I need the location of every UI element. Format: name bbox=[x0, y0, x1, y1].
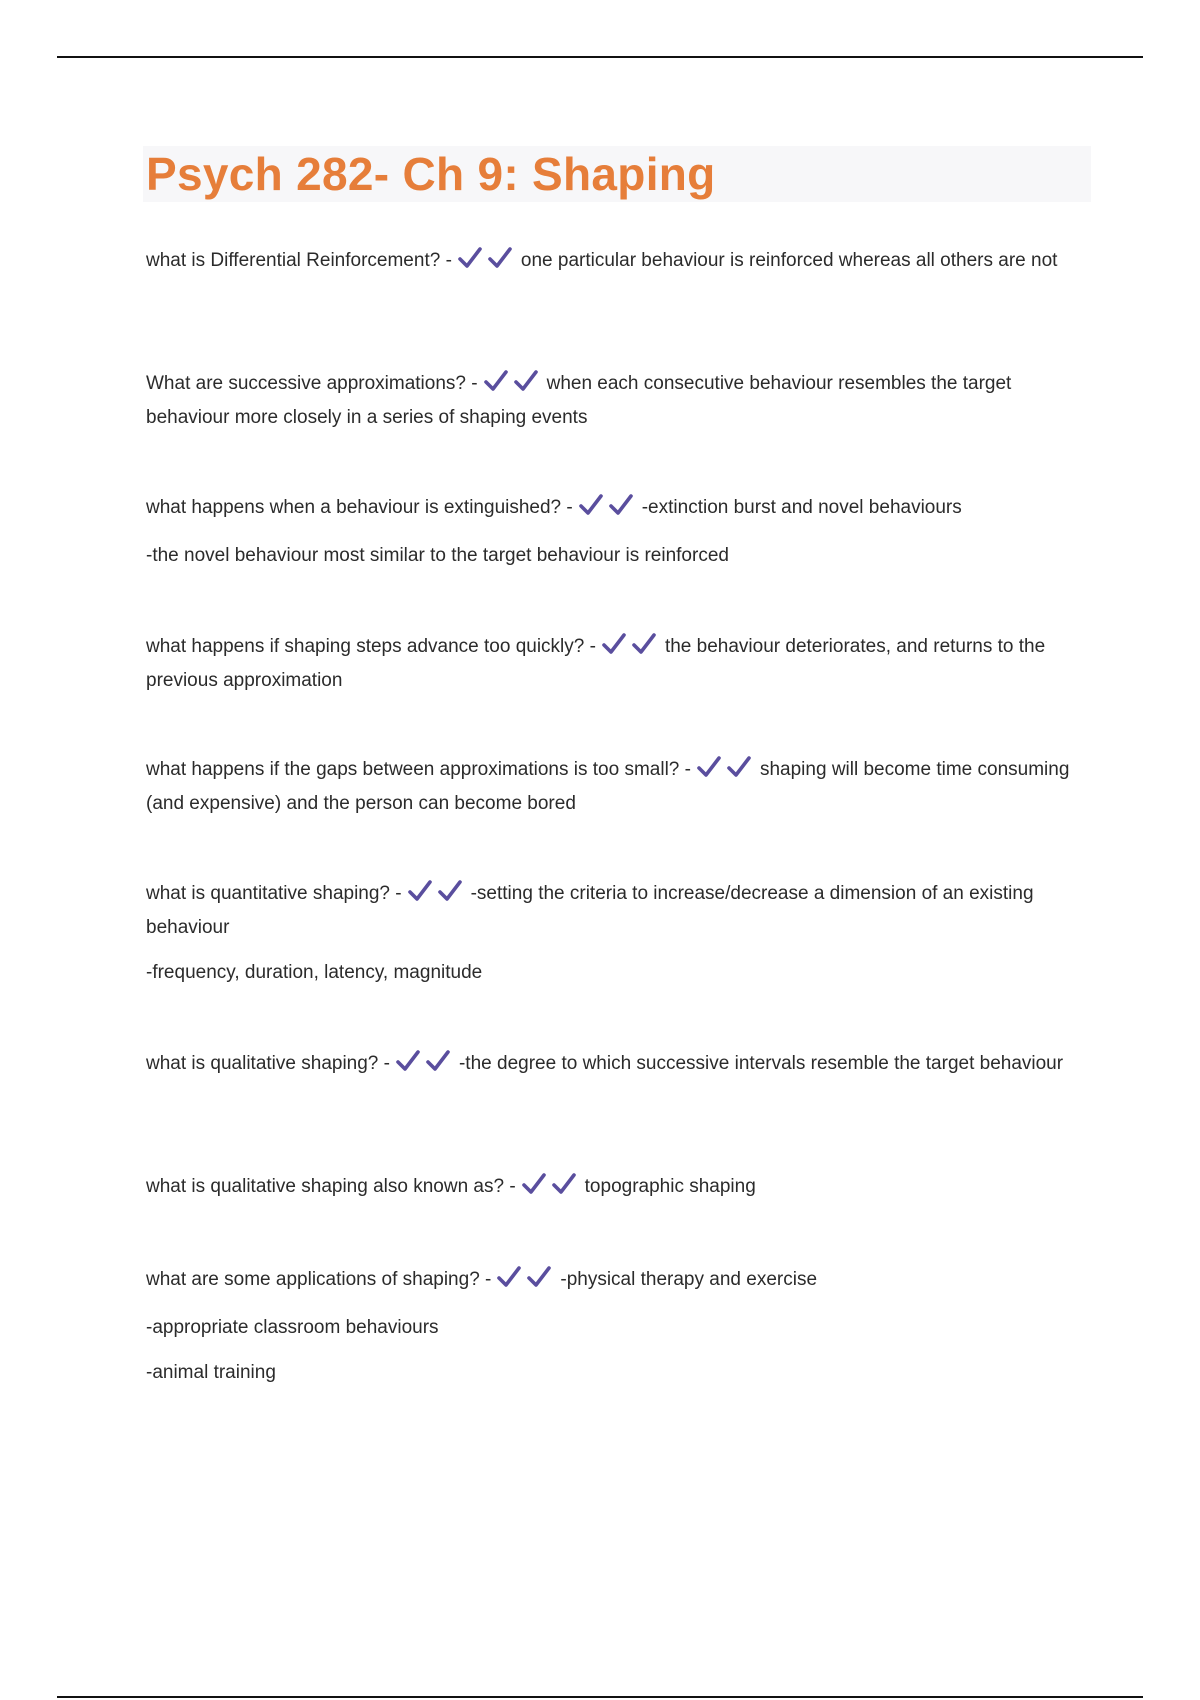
check-icon bbox=[579, 494, 603, 516]
answer-text: one particular behaviour is reinforced whereas all others are not bbox=[520, 250, 1058, 271]
double-check-icon bbox=[697, 756, 757, 788]
qa-paragraph bbox=[146, 878, 1092, 943]
check-icon bbox=[514, 370, 538, 392]
question-text: what happens if shaping steps advance too quickly? - bbox=[146, 636, 596, 657]
check-icon bbox=[727, 756, 751, 778]
answer-extra-line: -frequency, duration, latency, magnitude bbox=[146, 962, 483, 983]
check-icon bbox=[602, 633, 626, 655]
double-check-icon bbox=[522, 1173, 582, 1205]
qa-item-quantitative-shaping bbox=[146, 878, 1092, 988]
double-check-icon bbox=[396, 1050, 456, 1082]
qa-paragraph bbox=[146, 245, 1092, 279]
check-icon bbox=[522, 1173, 546, 1195]
check-icon bbox=[426, 1050, 450, 1072]
check-icon bbox=[488, 247, 512, 269]
double-check-icon bbox=[408, 880, 468, 912]
qa-item-advance-too-quickly bbox=[146, 631, 1092, 696]
question-text: what is qualitative shaping? - bbox=[146, 1053, 390, 1074]
qa-paragraph bbox=[146, 1171, 1092, 1205]
double-check-icon bbox=[458, 247, 518, 279]
question-text: what happens if the gaps between approximations is too small? - bbox=[146, 759, 691, 780]
question-text: what are some applications of shaping? - bbox=[146, 1269, 492, 1290]
check-icon bbox=[438, 880, 462, 902]
answer-text: topographic shaping bbox=[584, 1176, 756, 1197]
answer-text: -physical therapy and exercise bbox=[560, 1269, 818, 1290]
check-icon bbox=[497, 1266, 521, 1288]
check-icon bbox=[552, 1173, 576, 1195]
double-check-icon bbox=[602, 633, 662, 665]
qa-item-qualitative-shaping bbox=[146, 1048, 1092, 1082]
check-icon bbox=[632, 633, 656, 655]
qa-paragraph bbox=[146, 1048, 1092, 1082]
answer-extra-line: -appropriate classroom behaviours bbox=[146, 1317, 439, 1338]
qa-item-gaps-too-small bbox=[146, 754, 1092, 819]
answer-text: the behaviour deteriorates, and returns to the previous approximation bbox=[146, 636, 1046, 691]
check-icon bbox=[484, 370, 508, 392]
check-icon bbox=[527, 1266, 551, 1288]
answer-extra-line: -the novel behaviour most similar to the target behaviour is reinforced bbox=[146, 545, 729, 566]
question-text: what is quantitative shaping? - bbox=[146, 883, 402, 904]
question-text: What are successive approximations? - bbox=[146, 373, 478, 394]
qa-item-applications bbox=[146, 1264, 1092, 1388]
qa-paragraph bbox=[146, 1264, 1092, 1298]
check-icon bbox=[458, 247, 482, 269]
answer-text: shaping will become time consuming (and expensive) and the person can become bored bbox=[146, 759, 1070, 814]
qa-item-differential-reinforcement bbox=[146, 245, 1092, 279]
question-text: what is Differential Reinforcement? - bbox=[146, 250, 452, 271]
answer-extra-line: -animal training bbox=[146, 1362, 276, 1383]
check-icon bbox=[408, 880, 432, 902]
qa-paragraph bbox=[146, 368, 1092, 433]
answer-text: -setting the criteria to increase/decrease a dimension of an existing behaviour bbox=[146, 883, 1034, 938]
qa-item-successive-approximations bbox=[146, 368, 1092, 433]
double-check-icon bbox=[484, 370, 544, 402]
question-text: what happens when a behaviour is extinguished? - bbox=[146, 497, 573, 518]
check-icon bbox=[609, 494, 633, 516]
answer-text: -the degree to which successive intervals resemble the target behaviour bbox=[458, 1053, 1064, 1074]
double-check-icon bbox=[497, 1266, 557, 1298]
qa-paragraph bbox=[146, 631, 1092, 696]
page-top-rule bbox=[57, 56, 1143, 58]
qa-item-qualitative-aka bbox=[146, 1171, 1092, 1205]
double-check-icon bbox=[579, 494, 639, 526]
page-title: Psych 282- Ch 9: Shaping bbox=[146, 148, 716, 200]
check-icon bbox=[697, 756, 721, 778]
question-text: what is qualitative shaping also known as? - bbox=[146, 1176, 516, 1197]
qa-paragraph bbox=[146, 492, 1092, 526]
check-icon bbox=[396, 1050, 420, 1072]
answer-text: -extinction burst and novel behaviours bbox=[641, 497, 962, 518]
answer-text: when each consecutive behaviour resembles the target behaviour more closely in a series of shaping events bbox=[146, 373, 1012, 428]
qa-paragraph bbox=[146, 754, 1092, 819]
qa-item-extinguished bbox=[146, 492, 1092, 571]
page-bottom-rule bbox=[57, 1696, 1143, 1698]
